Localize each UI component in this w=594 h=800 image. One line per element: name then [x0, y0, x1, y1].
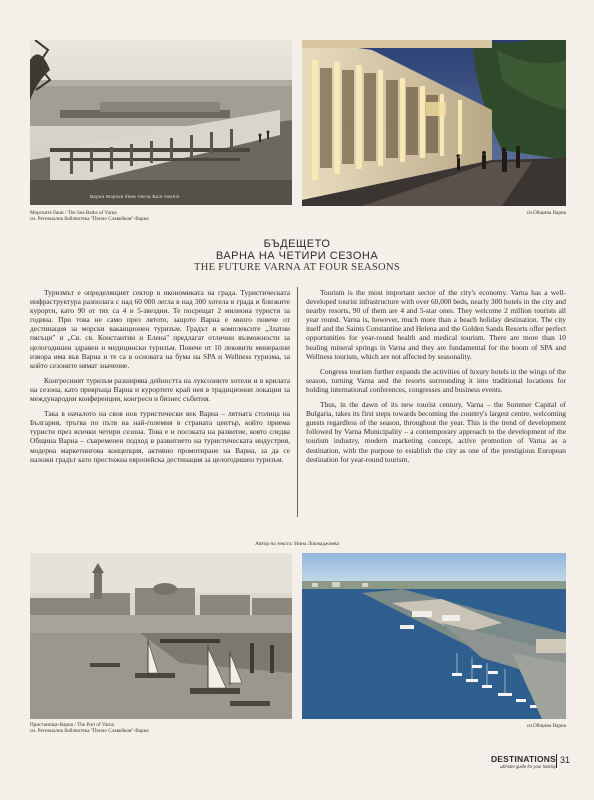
sea-baths-illustration: [30, 40, 292, 205]
caption-sea-baths-night: сн.Община Варна: [526, 210, 566, 216]
photo-port-aerial: [302, 553, 566, 719]
historic-port-illustration: [30, 553, 292, 719]
caption-sea-baths-historic: [30, 210, 149, 222]
photo-overlay-text: Варна Морски бани Varna Bain marein: [90, 194, 180, 199]
page-number: 31: [560, 755, 571, 765]
photo-sea-baths-night: [302, 40, 566, 206]
brand-tagline: ultimate guide for your holiday: [500, 764, 556, 769]
caption-credit: сн. Регионална библиотека "Пенчо Славейков"-Варна: [30, 728, 149, 735]
aerial-port-illustration: [302, 553, 566, 719]
photo-sea-baths-historic: [30, 40, 292, 205]
night-promenade-illustration: [302, 40, 566, 206]
paragraph-en-1: Tourism is the most important sector of the city's economy. Varna has a well-developed tourist infrastructure with over 60,000 beds, nearly 300 hotels in the city and nearby resorts, 90 of them are 4 and 5-star ones. They welcome 2 million tourists all year round. Varna is, however, much more than a beach holiday destination. The city itself and the Saints Constantine and Helena and the Golden Sands Resorts offer perfect opportunities for year-round health and medical tourism. There are more than 10 healing mineral springs in Varna and they are fundamental for the boom of SPA and Wellness tourism, which are not affected by seasonality.: [306, 288, 566, 361]
article-column-bg: [30, 288, 290, 470]
title-en: THE FUTURE VARNA AT FOUR SEASONS: [194, 262, 400, 273]
paragraph-en-3: Thus, in the dawn of its new tourist century, Varna – the Summer Capital of Bulgaria, takes its first steps towards becoming the country's largest centre, welcoming guests regardless of the season, throughout the year. This is the trend of development followed by Varna Municipality – a contemporary approach to the development of the tourism industry, modern marketing concept, active promotion of Varna as a destination, with the purpose to establish the city as one of the prestigious European destination for year-round tourism.: [306, 400, 566, 464]
paragraph-en-2: Congress tourism further expands the activities of luxury hotels in the wings of the season, turning Varna and the resorts surrounding it into traditional locations for holding international conferences, congresses and business events.: [306, 366, 566, 394]
article-title: [0, 238, 594, 274]
magazine-brand: [491, 755, 556, 769]
caption-line: Пристанище-Варна / The Port of Varna: [30, 722, 115, 728]
column-divider: [297, 287, 298, 517]
page-number-divider: [556, 754, 557, 768]
caption-line: Морските бани / The Sea Baths of Varna: [30, 210, 117, 216]
photo-port-historic: [30, 553, 292, 719]
paragraph-bg-2: Конгресният туризъм разширява дейността на луксозните хотели и в крилата на сезона, като превръща Варна и курортите край нея в традиционни локации за международни конференции, конгреси и бизнес събития.: [30, 375, 290, 404]
article-column-en: [306, 288, 566, 470]
article-author: Автор на текста: Нина Локмаджиева: [255, 541, 339, 547]
caption-port-aerial: сн.Община Варна: [526, 723, 566, 729]
title-bg-line2: ВАРНА НА ЧЕТИРИ СЕЗОНА: [215, 250, 379, 262]
brand-name: DESTINATIONS: [490, 754, 556, 764]
caption-port-historic: [30, 722, 149, 734]
paragraph-bg-1: Туризмът е определящият сектор в икономиката на града. Туристическата инфраструктура разполага с над 60 000 легла в над 300 хотела в града и близките курорти, като 90 от тях са 4 и 5-звездни. Те посрещат 2 милиона туристи за година. При това не само през лятото, защото Варна е много повече от дестинация за морски ваканционен туризъм. Градът и комплексите „Златни пясъци" и „Св. св. Константин и Елена" предлагат отлични възможности за целогодишен здравен и медицински туризъм. Повече от 10 лековити минерални извора има във Варна и те са в основата на бума на SPA и Wellness туризма, за който сезоните нямат значение.: [30, 288, 290, 370]
caption-credit: сн. Регионална библиотека "Пенчо Славейков"-Варна: [30, 216, 149, 223]
paragraph-bg-3: Така в началото на своя нов туристически век Варна – лятната столица на България, тръгва по пътя на най-големия в страната център, който приема туристи през всички четири сезона. Това е и посоката на развитие, която следва Община Варна – съвременен подход в развитието на туристическата индустрия, модерна маркетингова концепция, активно промотиране на Варна, за да се наложи градът като престижна европейска дестинация за целогодишен туризъм.: [30, 409, 290, 464]
title-bg-line1: БЪДЕЩЕТО: [263, 238, 331, 250]
